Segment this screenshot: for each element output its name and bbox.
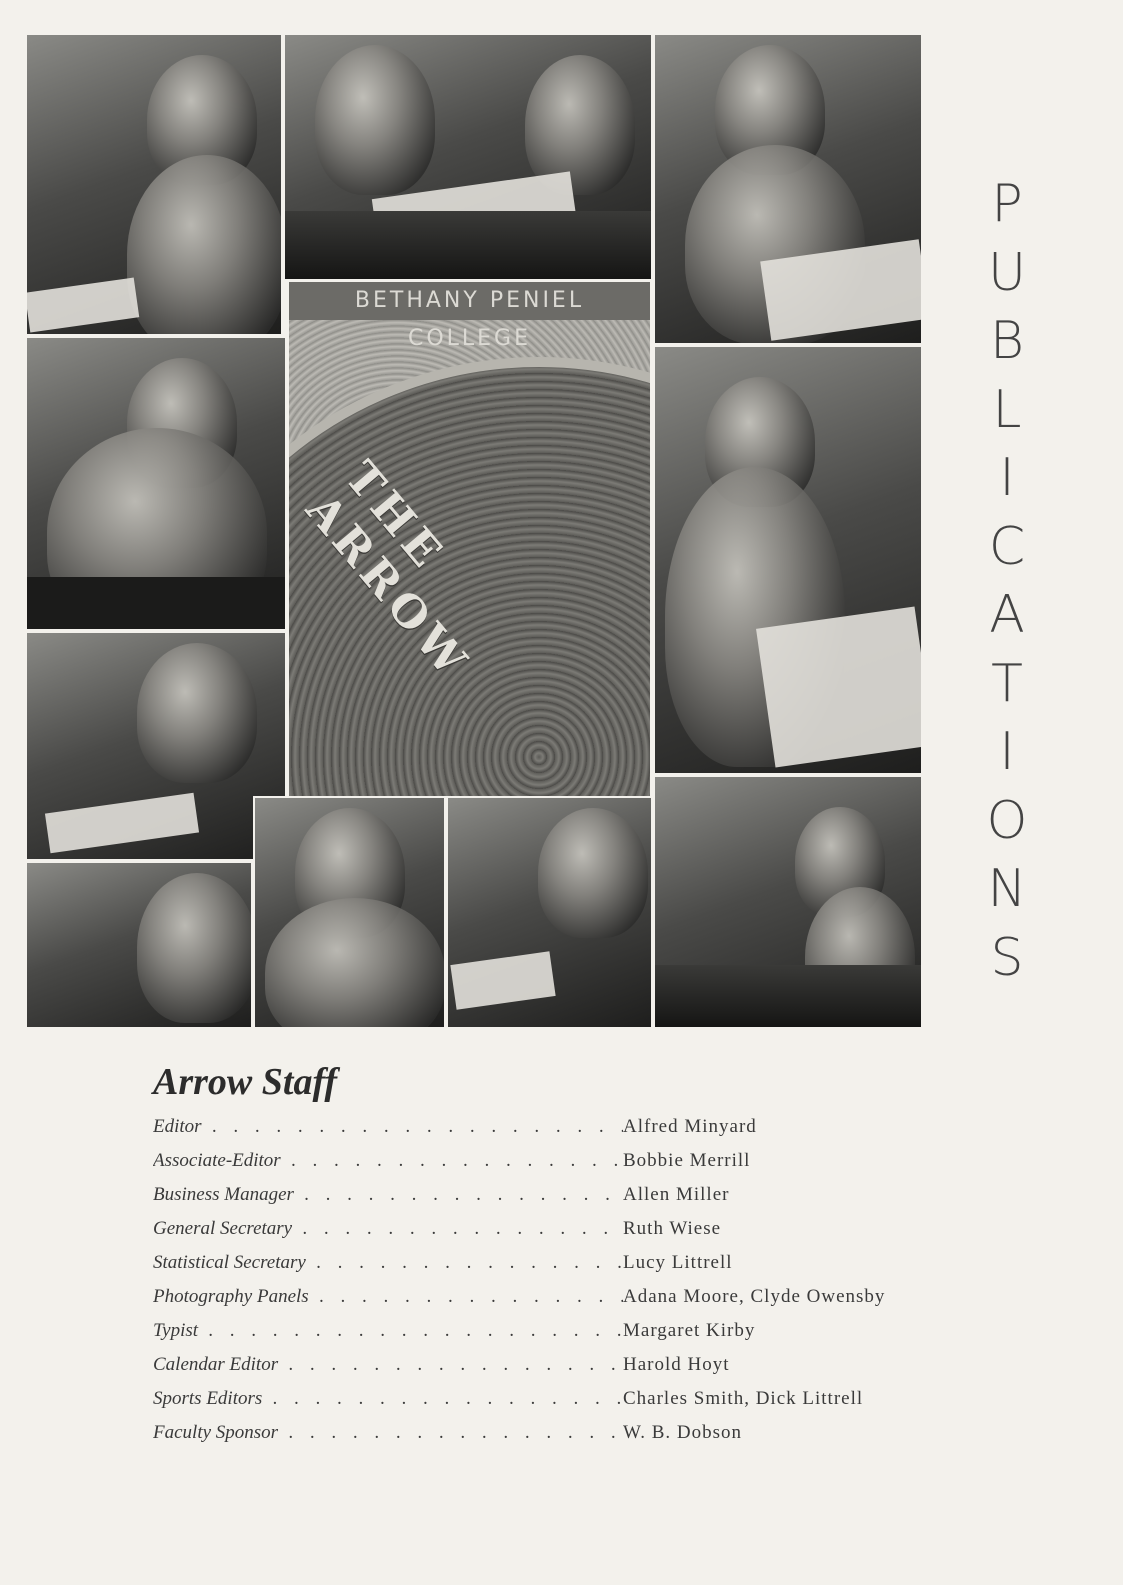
- staff-row: [153, 1218, 913, 1252]
- staff-row: [153, 1320, 913, 1354]
- photo-woman-reading: [25, 631, 287, 861]
- staff-name: W. B. Dobson: [623, 1422, 742, 1443]
- staff-role: Associate-Editor . . .: [153, 1150, 623, 1172]
- staff-role: Typist . . .: [153, 1320, 623, 1342]
- photo-two-men-layout: [283, 33, 653, 281]
- staff-row: [153, 1150, 913, 1184]
- staff-row: [153, 1388, 913, 1422]
- staff-row: [153, 1184, 913, 1218]
- staff-list: [153, 1116, 913, 1456]
- staff-name: Bobbie Merrill: [623, 1150, 751, 1171]
- staff-row: [153, 1252, 913, 1286]
- title-letter: C: [988, 516, 1026, 577]
- staff-name: Alfred Minyard: [623, 1116, 757, 1137]
- photo-man-calendar: [653, 33, 923, 345]
- staff-heading: Arrow Staff: [153, 1061, 338, 1103]
- title-letter: O: [986, 790, 1028, 851]
- cover-college-name: BETHANY PENIEL COLLEGE: [289, 282, 650, 320]
- title-letter: S: [990, 927, 1024, 988]
- staff-row: [153, 1116, 913, 1150]
- staff-name: Adana Moore, Clyde Owensby: [623, 1286, 886, 1307]
- staff-role: Calendar Editor . . .: [153, 1354, 623, 1376]
- staff-name: Ruth Wiese: [623, 1218, 722, 1239]
- title-letter: N: [987, 859, 1027, 919]
- staff-role: Editor . . .: [153, 1116, 623, 1138]
- title-letter: L: [992, 379, 1022, 440]
- title-letter: P: [991, 174, 1023, 234]
- photo-man-camera: [25, 336, 287, 631]
- title-letter: I: [999, 448, 1015, 508]
- staff-role: Faculty Sponsor . . .: [153, 1422, 623, 1444]
- staff-role: Sports Editors . . .: [153, 1388, 623, 1410]
- staff-name: Lucy Littrell: [623, 1252, 733, 1273]
- cover-title: THE ARROW: [295, 452, 480, 690]
- title-letter: U: [987, 242, 1027, 303]
- staff-row: [153, 1354, 913, 1388]
- staff-name: Charles Smith, Dick Littrell: [623, 1388, 864, 1409]
- staff-name: Margaret Kirby: [623, 1320, 756, 1341]
- arrow-cover-image: [287, 280, 652, 798]
- staff-role: General Secretary . . .: [153, 1218, 623, 1240]
- title-letter: T: [991, 653, 1023, 714]
- photo-man-thinking: [253, 796, 446, 1029]
- staff-row: [153, 1286, 913, 1320]
- staff-role: Business Manager . . .: [153, 1184, 623, 1206]
- title-letter: I: [999, 722, 1015, 782]
- staff-row: [153, 1422, 913, 1456]
- photo-man-newspaper: [653, 345, 923, 775]
- photo-woman-artwork: [25, 861, 253, 1029]
- staff-name: Allen Miller: [623, 1184, 730, 1205]
- photo-woman-writing: [25, 33, 283, 336]
- staff-role: Photography Panels . . .: [153, 1286, 623, 1308]
- section-title-vertical: [982, 170, 1032, 992]
- title-letter: A: [989, 585, 1025, 645]
- staff-name: Harold Hoyt: [623, 1354, 730, 1375]
- photo-woman-signing: [446, 796, 653, 1029]
- photo-woman-typewriter: [653, 775, 923, 1029]
- title-letter: B: [989, 311, 1025, 371]
- staff-role: Statistical Secretary . . .: [153, 1252, 623, 1274]
